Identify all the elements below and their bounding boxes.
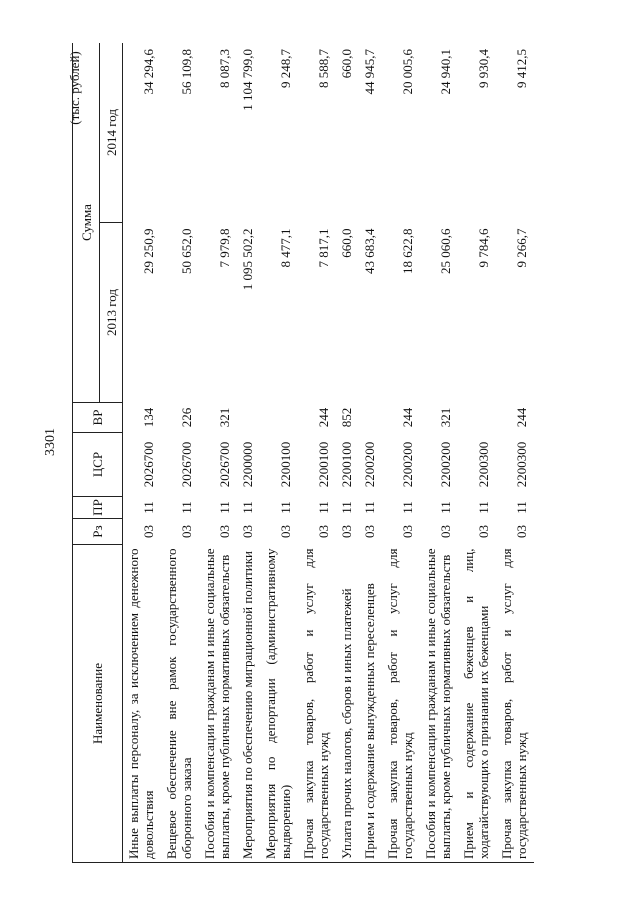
row-name: Пособия и компенсации гражданам и иные социальные выплаты, кроме публичных нормативных обязательств [420, 545, 458, 863]
row-sum-2014: 8 087,3 [199, 43, 237, 223]
row-csr: 2200000 [240, 441, 255, 488]
row-sum-2014: 24 940,1 [420, 43, 458, 223]
row-csr: 2200200 [400, 441, 415, 488]
row-pr: 11 [278, 501, 293, 514]
row-vr: 244 [316, 407, 331, 428]
row-rz: 03 [179, 525, 194, 538]
row-pr: 11 [438, 501, 453, 514]
row-pr: 11 [141, 501, 156, 514]
row-sum-2014: 56 109,8 [161, 43, 199, 223]
row-sum-2013: 25 060,6 [438, 228, 453, 274]
table-row [336, 43, 359, 863]
header-vr: ВР [73, 403, 123, 433]
row-sum-2013: 9 266,7 [514, 228, 529, 268]
table-row [420, 43, 458, 863]
row-pr: 11 [240, 501, 255, 514]
row-csr: 2200200 [362, 441, 377, 488]
row-sum-2014: 8 588,7 [298, 43, 336, 223]
row-sum-2014: 20 005,6 [382, 43, 420, 223]
row-sum-2014: 1 104 799,0 [237, 43, 260, 223]
row-sum-2013: 43 683,4 [362, 228, 377, 274]
rotated-table [72, 43, 572, 863]
row-pr: 11 [362, 501, 377, 514]
row-rz: 03 [476, 525, 491, 538]
row-sum-2014: 9 412,5 [496, 43, 534, 223]
row-csr: 2200100 [339, 441, 354, 488]
table-row [382, 43, 420, 863]
row-csr: 2200300 [514, 441, 529, 488]
header-year-2014: 2014 год [100, 43, 123, 223]
row-csr: 2200100 [316, 441, 331, 488]
row-pr: 11 [316, 501, 331, 514]
row-csr: 2200200 [438, 441, 453, 488]
row-name: Иные выплаты персоналу, за исключением денежного довольствия [123, 545, 162, 863]
row-pr: 11 [217, 501, 232, 514]
row-sum-2014: 660,0 [336, 43, 359, 223]
row-rz: 03 [400, 525, 415, 538]
row-vr: 134 [141, 407, 156, 428]
row-sum-2013: 660,0 [339, 228, 354, 258]
row-sum-2013: 29 250,9 [141, 228, 156, 274]
row-rz: 03 [141, 525, 156, 538]
row-name: Мероприятия по обеспечению миграционной политики [237, 545, 260, 863]
table-header [73, 43, 123, 863]
row-vr: 852 [339, 407, 354, 428]
row-csr: 2026700 [217, 441, 232, 488]
header-sum: Сумма [73, 43, 100, 403]
budget-table [72, 43, 534, 863]
row-csr: 2200300 [476, 441, 491, 488]
row-sum-2014: 9 248,7 [260, 43, 298, 223]
row-vr [237, 403, 260, 433]
row-name: Прочая закупка товаров, работ и услуг для государственных нужд [382, 545, 420, 863]
row-vr [458, 403, 496, 433]
header-name: Наименование [73, 545, 123, 863]
row-pr: 11 [179, 501, 194, 514]
row-csr: 2026700 [141, 441, 156, 488]
row-name: Вещевое обеспечение вне рамок государственного оборонного заказа [161, 545, 199, 863]
row-pr: 11 [476, 501, 491, 514]
row-sum-2013: 1 095 502,2 [240, 228, 255, 291]
table-row [260, 43, 298, 863]
row-vr: 321 [217, 407, 232, 428]
row-vr: 244 [514, 407, 529, 428]
row-name: Мероприятия по депортации (административному выдворению) [260, 545, 298, 863]
row-vr [260, 403, 298, 433]
row-name: Прием и содержание беженцев и лиц, ходатайствующих о признании их беженцами [458, 545, 496, 863]
row-sum-2014: 44 945,7 [359, 43, 382, 223]
row-rz: 03 [362, 525, 377, 538]
row-sum-2014: 9 930,4 [458, 43, 496, 223]
row-sum-2014: 34 294,6 [123, 43, 162, 223]
row-vr: 226 [179, 407, 194, 428]
row-sum-2013: 8 477,1 [278, 228, 293, 268]
row-sum-2013: 9 784,6 [476, 228, 491, 268]
table-container [72, 43, 572, 863]
row-csr: 2200100 [278, 441, 293, 488]
units-label: (тыс. рублей) [67, 51, 82, 125]
row-rz: 03 [514, 525, 529, 538]
row-sum-2013: 7 979,8 [217, 228, 232, 268]
row-vr: 321 [438, 407, 453, 428]
row-name: Прочая закупка товаров, работ и услуг для государственных нужд [496, 545, 534, 863]
table-body [123, 43, 535, 863]
row-pr: 11 [339, 501, 354, 514]
table-row [237, 43, 260, 863]
row-pr: 11 [514, 501, 529, 514]
row-sum-2013: 7 817,1 [316, 228, 331, 268]
header-pr: ПР [73, 497, 123, 519]
table-row [298, 43, 336, 863]
row-sum-2013: 18 622,8 [400, 228, 415, 274]
header-csr: ЦСР [73, 433, 123, 497]
row-rz: 03 [278, 525, 293, 538]
row-vr [359, 403, 382, 433]
table-row [199, 43, 237, 863]
row-name: Прочая закупка товаров, работ и услуг для государственных нужд [298, 545, 336, 863]
row-pr: 11 [400, 501, 415, 514]
row-name: Пособия и компенсации гражданам и иные социальные выплаты, кроме публичных нормативных обязательств [199, 545, 237, 863]
table-row [458, 43, 496, 863]
table-row [359, 43, 382, 863]
row-rz: 03 [438, 525, 453, 538]
row-rz: 03 [316, 525, 331, 538]
row-rz: 03 [217, 525, 232, 538]
header-year-2013: 2013 год [100, 223, 123, 403]
row-vr: 244 [400, 407, 415, 428]
row-rz: 03 [240, 525, 255, 538]
table-row [123, 43, 162, 863]
table-row [161, 43, 199, 863]
header-rz: Рз [73, 519, 123, 545]
row-sum-2013: 50 652,0 [179, 228, 194, 274]
page-number: 3301 [43, 428, 58, 456]
table-row [496, 43, 534, 863]
row-rz: 03 [339, 525, 354, 538]
row-name: Прием и содержание вынужденных переселенцев [359, 545, 382, 863]
row-name: Уплата прочих налогов, сборов и иных платежей [336, 545, 359, 863]
row-csr: 2026700 [179, 441, 194, 488]
